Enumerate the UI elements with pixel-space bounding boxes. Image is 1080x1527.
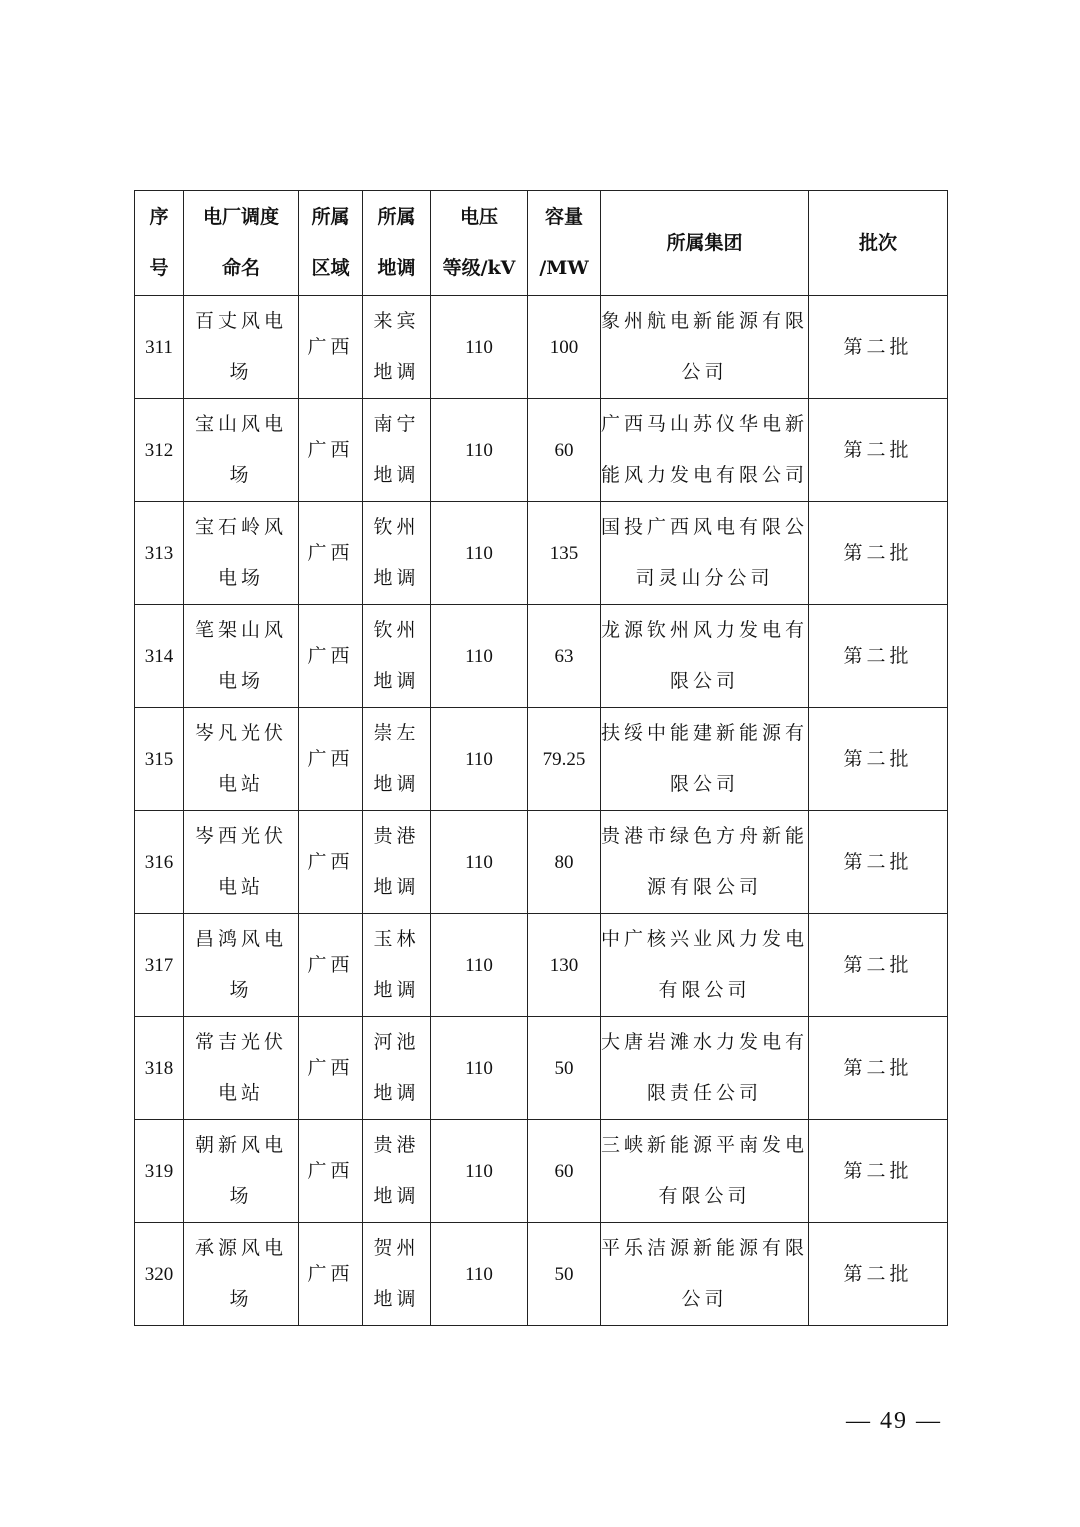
group-cell-text-1: 三峡新能源平南发电	[601, 1134, 809, 1156]
column-header-line2: 号	[149, 257, 169, 279]
voltage-cell-text: 110	[465, 645, 493, 667]
column-header-line1: 所属集团	[666, 231, 743, 254]
seq-cell-text: 315	[144, 748, 174, 770]
voltage-cell	[431, 811, 528, 914]
dispatch-cell-text-2: 地调	[373, 1082, 420, 1104]
batch-cell-text: 第二批	[843, 1159, 913, 1182]
capacity-cell	[528, 296, 601, 399]
region-cell	[299, 914, 363, 1017]
group-cell	[601, 914, 809, 1017]
capacity-cell	[528, 605, 601, 708]
group-cell-text-2: 限责任公司	[646, 1082, 762, 1104]
plant-name-cell-text-2: 电场	[217, 567, 264, 589]
voltage-cell-text: 110	[465, 1160, 493, 1182]
plant-name-cell-text-1: 百丈风电	[194, 310, 287, 332]
group-cell-text-2: 公司	[681, 1288, 728, 1310]
seq-cell-text: 312	[144, 439, 174, 461]
region-cell-text: 广西	[307, 747, 354, 770]
column-header-line1: 批次	[858, 231, 897, 254]
group-cell-text-2: 限公司	[669, 773, 739, 795]
table-row	[135, 1017, 948, 1120]
group-cell-text-2: 公司	[681, 361, 728, 383]
column-header-line1: 所属	[377, 206, 416, 228]
region-cell	[299, 708, 363, 811]
group-cell-text-2: 源有限公司	[646, 876, 762, 898]
seq-cell-text: 317	[144, 954, 174, 976]
capacity-cell-text: 100	[549, 336, 579, 358]
capacity-cell	[528, 914, 601, 1017]
group-cell-text-1: 大唐岩滩水力发电有	[601, 1031, 809, 1053]
plant-name-cell-text-1: 宝山风电	[194, 413, 287, 435]
batch-cell	[809, 914, 948, 1017]
dispatch-cell-text-1: 钦州	[373, 619, 420, 641]
plant-name-cell	[184, 811, 299, 914]
table-row	[135, 1223, 948, 1326]
capacity-cell-text: 50	[554, 1057, 574, 1079]
table-row	[135, 605, 948, 708]
dispatch-cell-text-2: 地调	[373, 567, 420, 589]
batch-cell	[809, 708, 948, 811]
dispatch-cell-text-2: 地调	[373, 979, 420, 1001]
voltage-cell-text: 110	[465, 542, 493, 564]
batch-cell-text: 第二批	[843, 850, 913, 873]
group-cell-text-1: 国投广西风电有限公	[601, 516, 809, 538]
dispatch-cell-text-1: 河池	[373, 1031, 420, 1053]
group-cell-text-2: 有限公司	[658, 1185, 751, 1207]
column-header	[431, 191, 528, 296]
dispatch-cell-text-2: 地调	[373, 670, 420, 692]
plant-name-cell-text-2: 场	[229, 979, 253, 1001]
dispatch-cell	[363, 399, 431, 502]
plant-name-cell-text-2: 场	[229, 1185, 253, 1207]
plant-name-cell-text-2: 电站	[217, 876, 264, 898]
table-row	[135, 811, 948, 914]
group-cell	[601, 296, 809, 399]
seq-cell	[135, 1223, 184, 1326]
voltage-cell	[431, 914, 528, 1017]
seq-cell	[135, 811, 184, 914]
region-cell-text: 广西	[307, 335, 354, 358]
column-header-line2: 命名	[221, 257, 260, 279]
dispatch-cell-text-2: 地调	[373, 464, 420, 486]
plant-name-cell-text-2: 电站	[217, 1082, 264, 1104]
capacity-cell-text: 135	[549, 542, 579, 564]
group-cell-text-1: 象州航电新能源有限	[601, 310, 809, 332]
plant-name-cell-text-1: 常吉光伏	[194, 1031, 287, 1053]
dispatch-cell-text-2: 地调	[373, 1288, 420, 1310]
column-header-line1: 容量	[544, 206, 583, 228]
region-cell	[299, 296, 363, 399]
capacity-cell-text: 60	[554, 1160, 574, 1182]
column-header-line1: 序	[149, 206, 169, 228]
region-cell-text: 广西	[307, 541, 354, 564]
group-cell-text-1: 扶绥中能建新能源有	[601, 722, 809, 744]
capacity-cell-text: 79.25	[542, 748, 586, 770]
group-cell-text-2: 能风力发电有限公司	[601, 464, 809, 486]
seq-cell-text: 313	[144, 542, 174, 564]
table-row	[135, 296, 948, 399]
region-cell	[299, 1223, 363, 1326]
column-header	[601, 191, 809, 296]
seq-cell	[135, 1120, 184, 1223]
dispatch-cell-text-1: 来宾	[373, 310, 420, 332]
capacity-cell-text: 60	[554, 439, 574, 461]
plant-name-cell-text-1: 朝新风电	[194, 1134, 287, 1156]
column-header-line2: 等级/kV	[442, 257, 516, 279]
capacity-cell-text: 63	[554, 645, 574, 667]
dispatch-cell	[363, 1017, 431, 1120]
column-header-line2: 区域	[311, 257, 350, 279]
column-header	[363, 191, 431, 296]
group-cell-text-1: 中广核兴业风力发电	[601, 928, 809, 950]
plant-name-cell-text-1: 笔架山风	[194, 619, 287, 641]
region-cell	[299, 1120, 363, 1223]
group-cell	[601, 1120, 809, 1223]
column-header	[809, 191, 948, 296]
group-cell-text-1: 平乐洁源新能源有限	[601, 1237, 809, 1259]
table-body	[135, 296, 948, 1326]
batch-cell-text: 第二批	[843, 953, 913, 976]
region-cell-text: 广西	[307, 1159, 354, 1182]
plant-name-cell	[184, 502, 299, 605]
dispatch-cell-text-2: 地调	[373, 1185, 420, 1207]
batch-cell	[809, 1120, 948, 1223]
seq-cell-text: 318	[144, 1057, 174, 1079]
batch-cell	[809, 399, 948, 502]
seq-cell	[135, 1017, 184, 1120]
column-header	[135, 191, 184, 296]
batch-cell-text: 第二批	[843, 335, 913, 358]
group-cell	[601, 1223, 809, 1326]
column-header-line1: 所属	[311, 206, 350, 228]
column-header-line2: 地调	[377, 257, 416, 279]
dispatch-cell-text-1: 南宁	[373, 413, 420, 435]
voltage-cell	[431, 1223, 528, 1326]
voltage-cell-text: 110	[465, 954, 493, 976]
dispatch-cell	[363, 811, 431, 914]
batch-cell-text: 第二批	[843, 1262, 913, 1285]
capacity-cell	[528, 811, 601, 914]
group-cell-text-1: 贵港市绿色方舟新能	[601, 825, 809, 847]
seq-cell	[135, 914, 184, 1017]
plant-name-cell	[184, 914, 299, 1017]
plant-name-cell	[184, 399, 299, 502]
plant-name-cell-text-1: 承源风电	[194, 1237, 287, 1259]
voltage-cell-text: 110	[465, 748, 493, 770]
voltage-cell	[431, 502, 528, 605]
plant-name-cell	[184, 1017, 299, 1120]
dispatch-cell	[363, 708, 431, 811]
column-header-line1: 电压	[459, 206, 498, 228]
capacity-cell	[528, 1120, 601, 1223]
dispatch-cell-text-2: 地调	[373, 773, 420, 795]
plant-name-cell	[184, 1223, 299, 1326]
dispatch-cell-text-1: 钦州	[373, 516, 420, 538]
column-header	[299, 191, 363, 296]
seq-cell	[135, 605, 184, 708]
seq-cell	[135, 399, 184, 502]
group-cell	[601, 708, 809, 811]
region-cell-text: 广西	[307, 438, 354, 461]
dispatch-cell	[363, 1120, 431, 1223]
table-header-row	[135, 191, 948, 296]
plant-name-cell-text-2: 场	[229, 361, 253, 383]
voltage-cell	[431, 708, 528, 811]
plant-name-cell-text-1: 昌鸿风电	[194, 928, 287, 950]
plant-name-cell-text-1: 岑西光伏	[194, 825, 287, 847]
region-cell-text: 广西	[307, 1056, 354, 1079]
group-cell-text-2: 有限公司	[658, 979, 751, 1001]
batch-cell	[809, 1223, 948, 1326]
plant-name-cell-text-2: 场	[229, 1288, 253, 1310]
voltage-cell	[431, 605, 528, 708]
dispatch-cell	[363, 296, 431, 399]
seq-cell-text: 320	[144, 1263, 174, 1285]
voltage-cell-text: 110	[465, 851, 493, 873]
seq-cell	[135, 708, 184, 811]
capacity-cell-text: 130	[549, 954, 579, 976]
batch-cell	[809, 605, 948, 708]
capacity-cell	[528, 1017, 601, 1120]
group-cell	[601, 399, 809, 502]
column-header-line1: 电厂调度	[202, 206, 279, 228]
voltage-cell	[431, 399, 528, 502]
seq-cell-text: 319	[144, 1160, 174, 1182]
voltage-cell	[431, 296, 528, 399]
capacity-cell	[528, 708, 601, 811]
plant-name-cell-text-1: 岑凡光伏	[194, 722, 287, 744]
region-cell-text: 广西	[307, 850, 354, 873]
capacity-cell	[528, 502, 601, 605]
capacity-cell	[528, 1223, 601, 1326]
group-cell-text-2: 限公司	[669, 670, 739, 692]
batch-cell	[809, 1017, 948, 1120]
region-cell	[299, 1017, 363, 1120]
power-plant-table	[134, 190, 948, 1326]
group-cell	[601, 1017, 809, 1120]
column-header	[528, 191, 601, 296]
seq-cell-text: 316	[144, 851, 174, 873]
batch-cell-text: 第二批	[843, 1056, 913, 1079]
dispatch-cell	[363, 914, 431, 1017]
dispatch-cell-text-1: 崇左	[373, 722, 420, 744]
dispatch-cell	[363, 1223, 431, 1326]
capacity-cell-text: 50	[554, 1263, 574, 1285]
seq-cell	[135, 502, 184, 605]
region-cell	[299, 811, 363, 914]
table-row	[135, 708, 948, 811]
group-cell	[601, 605, 809, 708]
seq-cell	[135, 296, 184, 399]
dispatch-cell-text-2: 地调	[373, 361, 420, 383]
group-cell	[601, 811, 809, 914]
column-header-line2: /MW	[539, 257, 589, 279]
table-row	[135, 502, 948, 605]
dispatch-cell	[363, 502, 431, 605]
batch-cell-text: 第二批	[843, 541, 913, 564]
group-cell	[601, 502, 809, 605]
voltage-cell-text: 110	[465, 336, 493, 358]
page-number: — 49 —	[846, 1408, 942, 1434]
dispatch-cell	[363, 605, 431, 708]
batch-cell-text: 第二批	[843, 747, 913, 770]
column-header	[184, 191, 299, 296]
group-cell-text-2: 司灵山分公司	[635, 567, 774, 589]
table-row	[135, 399, 948, 502]
dispatch-cell-text-1: 贵港	[373, 1134, 420, 1156]
dispatch-cell-text-1: 贵港	[373, 825, 420, 847]
plant-name-cell	[184, 708, 299, 811]
plant-name-cell	[184, 605, 299, 708]
plant-name-cell	[184, 296, 299, 399]
plant-name-cell	[184, 1120, 299, 1223]
region-cell-text: 广西	[307, 1262, 354, 1285]
region-cell-text: 广西	[307, 644, 354, 667]
voltage-cell	[431, 1017, 528, 1120]
dispatch-cell-text-2: 地调	[373, 876, 420, 898]
capacity-cell-text: 80	[554, 851, 574, 873]
group-cell-text-1: 广西马山苏仪华电新	[601, 413, 809, 435]
region-cell-text: 广西	[307, 953, 354, 976]
group-cell-text-1: 龙源钦州风力发电有	[601, 619, 809, 641]
dispatch-cell-text-1: 贺州	[373, 1237, 420, 1259]
batch-cell-text: 第二批	[843, 644, 913, 667]
batch-cell	[809, 811, 948, 914]
batch-cell-text: 第二批	[843, 438, 913, 461]
voltage-cell-text: 110	[465, 1057, 493, 1079]
region-cell	[299, 502, 363, 605]
seq-cell-text: 314	[144, 645, 174, 667]
batch-cell	[809, 502, 948, 605]
batch-cell	[809, 296, 948, 399]
region-cell	[299, 399, 363, 502]
region-cell	[299, 605, 363, 708]
voltage-cell	[431, 1120, 528, 1223]
seq-cell-text: 311	[145, 336, 173, 358]
plant-name-cell-text-2: 场	[229, 464, 253, 486]
table-row	[135, 1120, 948, 1223]
capacity-cell	[528, 399, 601, 502]
voltage-cell-text: 110	[465, 1263, 493, 1285]
plant-name-cell-text-2: 电场	[217, 670, 264, 692]
plant-name-cell-text-1: 宝石岭风	[194, 516, 287, 538]
voltage-cell-text: 110	[465, 439, 493, 461]
dispatch-cell-text-1: 玉林	[373, 928, 420, 950]
plant-name-cell-text-2: 电站	[217, 773, 264, 795]
table-row	[135, 914, 948, 1017]
